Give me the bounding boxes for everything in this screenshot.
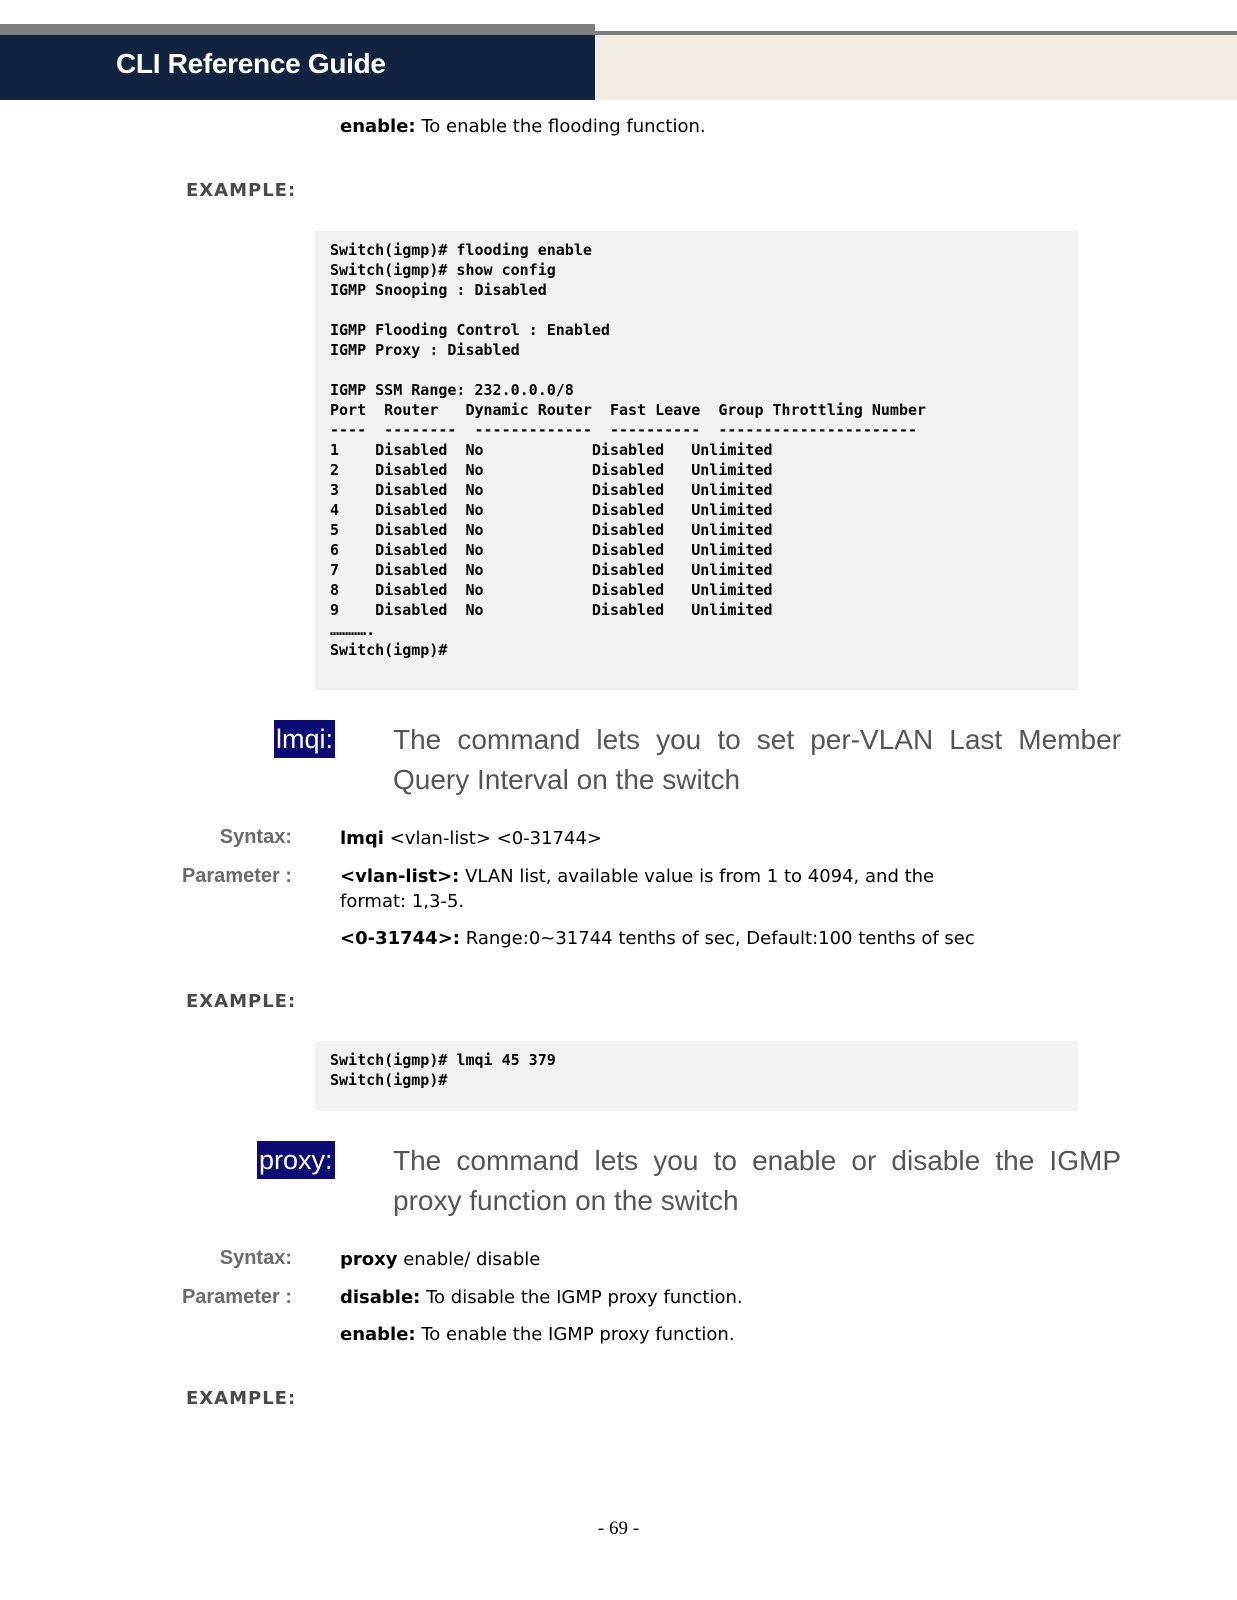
param-desc: To enable the flooding function.: [415, 116, 706, 137]
parameter-label: Parameter :: [181, 865, 292, 887]
header-accent-bar: [0, 24, 595, 35]
parameter-vlan-list-format: format: 1,3-5.: [340, 891, 465, 912]
code-block-lmqi: [315, 1041, 1078, 1111]
syntax-command: lmqi: [340, 828, 384, 849]
code-text: Switch(igmp)# flooding enable Switch(igmp)# show config IGMP Snooping : Disabled IGMP Flooding Control : Enabled IGMP Proxy : Disabled IGMP SSM Range: 232.0.0.0/8 Port Router Dynamic Router Fast Leave Group Throttling Number ---- -------- ------------- ---------- ---------------------- 1 Disabled No Disabled Unlimited 2 Disabled No Disabled Unlimited 3 Disabled No Disabled Unlimited 4 Disabled No Disabled Unlimited 5 Disabled No Disabled Unlimited 6 Disabled No Disabled Unlimited 7 Disabled No Disabled Unlimited 8 Disabled No Disabled Unlimited 9 Disabled No Disabled Unlimited …………. Switch(igmp)#: [330, 241, 927, 659]
syntax-line: [340, 828, 602, 849]
intro-param-line: [340, 116, 706, 137]
parameter-interval-range: [340, 928, 975, 949]
command-tag-lmqi: lmqi:: [274, 720, 335, 758]
parameter-vlan-list: [340, 866, 934, 887]
param-desc: To enable the IGMP proxy function.: [415, 1324, 735, 1345]
param-desc: Range:0~31744 tenths of sec, Default:100 tenths of sec: [459, 928, 975, 949]
code-block-show-config: [315, 231, 1078, 690]
page-number: - 69 -: [597, 1518, 640, 1539]
code-text: Switch(igmp)# lmqi 45 379 Switch(igmp)#: [330, 1051, 556, 1089]
param-term: enable:: [340, 1324, 416, 1345]
example-label: EXAMPLE:: [186, 991, 297, 1012]
syntax-label: Syntax:: [219, 826, 292, 848]
command-description-lmqi: The command lets you to set per-VLAN Last Member Query Interval on the switch: [393, 724, 1121, 795]
syntax-arguments: enable/ disable: [397, 1249, 541, 1270]
param-term: <vlan-list>:: [340, 866, 460, 887]
syntax-command: proxy: [340, 1249, 398, 1270]
parameter-label: Parameter :: [181, 1286, 292, 1308]
syntax-arguments: <vlan-list> <0-31744>: [383, 828, 602, 849]
param-desc: VLAN list, available value is from 1 to 4094, and the: [459, 866, 935, 887]
example-label: EXAMPLE:: [186, 180, 297, 201]
command-description-proxy: The command lets you to enable or disable the IGMP proxy function on the switch: [393, 1145, 1121, 1216]
example-label: EXAMPLE:: [186, 1388, 297, 1409]
parameter-enable: [340, 1324, 735, 1345]
command-tag-proxy: proxy:: [257, 1141, 335, 1179]
param-term: enable:: [340, 116, 416, 137]
syntax-label: Syntax:: [219, 1247, 292, 1269]
param-term: disable:: [340, 1287, 421, 1308]
param-term: <0-31744>:: [340, 928, 460, 949]
document-title: CLI Reference Guide: [116, 48, 386, 79]
syntax-line: [340, 1249, 540, 1270]
parameter-disable: [340, 1287, 743, 1308]
param-desc: To disable the IGMP proxy function.: [420, 1287, 743, 1308]
header-right-band: [595, 35, 1237, 100]
